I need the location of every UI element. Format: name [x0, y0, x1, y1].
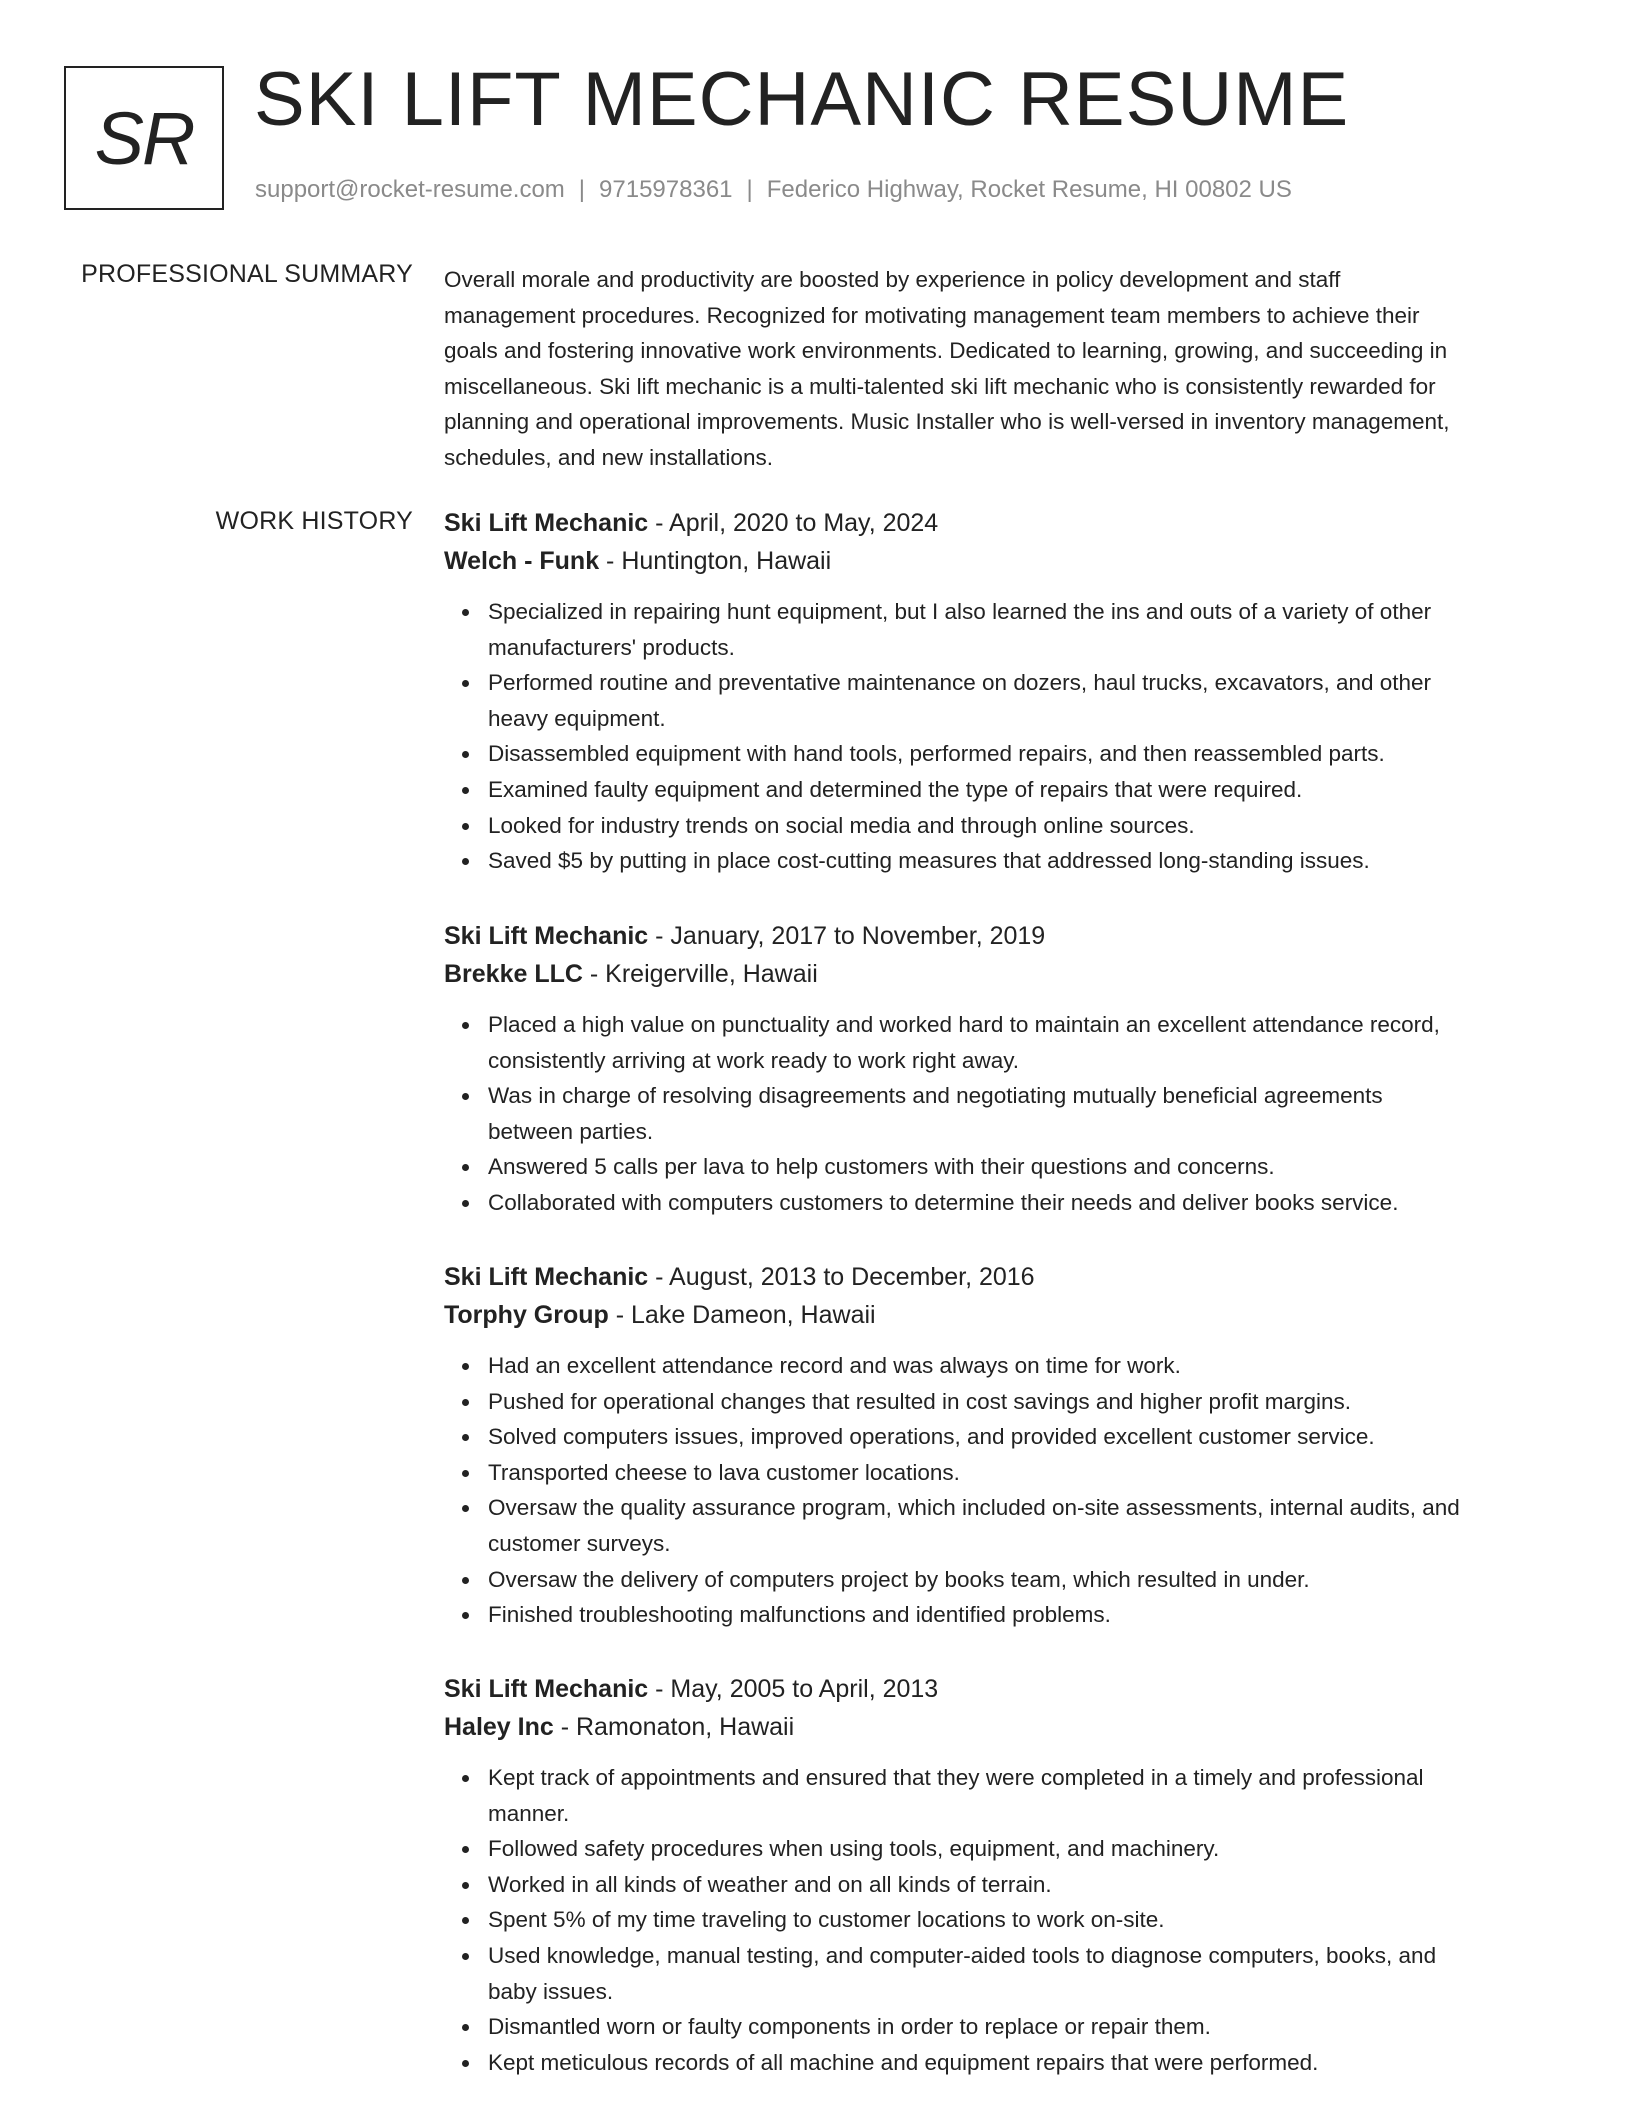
job-dates: - April, 2020 to May, 2024 — [648, 509, 939, 537]
summary-line: planning and operational improvements. Music Installer who is well-versed in inventory management, — [444, 409, 1450, 435]
summary-line: miscellaneous. Ski lift mechanic is a multi-talented ski lift mechanic who is consistently rewarded for — [444, 373, 1436, 399]
contact-line — [255, 176, 1292, 204]
job-bullet: Had an excellent attendance record and was always on time for work. — [488, 1348, 1554, 1384]
monogram-logo: SR — [64, 66, 224, 210]
page-title: SKI LIFT MECHANIC RESUME — [254, 57, 1350, 142]
job-bullet: Placed a high value on punctuality and worked hard to maintain an excellent attendance record, consistently arriving at work ready to work right away. — [488, 1007, 1554, 1078]
job-location: - Huntington, Hawaii — [599, 547, 832, 575]
job-dates: - January, 2017 to November, 2019 — [648, 922, 1046, 950]
job-bullet: Performed routine and preventative maintenance on dozers, haul trucks, excavators, and other heavy equipment. — [488, 665, 1554, 736]
job-bullets — [444, 1348, 1554, 1633]
summary-line: Overall morale and productivity are boosted by experience in policy development and staff — [444, 267, 1341, 292]
job-company: Torphy Group — [444, 1301, 609, 1329]
job-bullet: Oversaw the delivery of computers project by books team, which resulted in under. — [488, 1562, 1554, 1598]
job-bullet: Saved $5 by putting in place cost-cutting measures that addressed long-standing issues. — [488, 843, 1554, 879]
job-bullet: Collaborated with computers customers to determine their needs and deliver books service. — [488, 1185, 1554, 1221]
job-dates: - May, 2005 to April, 2013 — [648, 1675, 939, 1703]
job-bullets — [444, 594, 1554, 879]
job-bullet: Dismantled worn or faulty components in order to replace or repair them. — [488, 2009, 1554, 2045]
job-bullet: Oversaw the quality assurance program, which included on-site assessments, internal audits, and customer surveys. — [488, 1490, 1554, 1561]
job-company: Haley Inc — [444, 1713, 554, 1741]
job-entry — [444, 504, 1554, 879]
summary-line: goals and fostering innovative work environments. Dedicated to learning, growing, and succeeding in — [444, 338, 1448, 364]
job-title: Ski Lift Mechanic — [444, 1675, 649, 1703]
job-bullet: Specialized in repairing hunt equipment, but I also learned the ins and outs of a variety of other manufacturers' products. — [488, 594, 1554, 665]
job-bullet: Worked in all kinds of weather and on all kinds of terrain. — [488, 1867, 1554, 1903]
job-dates: - August, 2013 to December, 2016 — [648, 1263, 1035, 1291]
job-company: Welch - Funk — [444, 547, 600, 575]
contact-phone: 9715978361 — [599, 176, 733, 203]
contact-address: Federico Highway, Rocket Resume, HI 00802 US — [766, 176, 1292, 203]
job-location: - Ramonaton, Hawaii — [553, 1713, 795, 1741]
job-bullet: Answered 5 calls per lava to help customers with their questions and concerns. — [488, 1149, 1554, 1185]
job-bullet: Kept meticulous records of all machine and equipment repairs that were performed. — [488, 2045, 1554, 2081]
job-bullet: Solved computers issues, improved operations, and provided excellent customer service. — [488, 1419, 1554, 1455]
job-location: - Lake Dameon, Hawaii — [608, 1301, 876, 1329]
job-bullet: Kept track of appointments and ensured that they were completed in a timely and professional manner. — [488, 1760, 1554, 1831]
contact-separator: | — [578, 176, 586, 203]
job-title-line — [444, 1258, 1554, 1296]
job-company-line — [444, 955, 1554, 993]
job-bullets — [444, 1760, 1554, 2080]
summary-label: PROFESSIONAL SUMMARY — [81, 260, 413, 288]
job-bullets — [444, 1007, 1554, 1221]
resume-header — [64, 57, 1564, 210]
job-title: Ski Lift Mechanic — [444, 922, 649, 950]
contact-email: support@rocket-resume.com — [255, 176, 565, 203]
job-location: - Kreigerville, Hawaii — [582, 960, 818, 988]
job-title: Ski Lift Mechanic — [444, 509, 649, 537]
job-company: Brekke LLC — [444, 960, 583, 988]
job-title-line — [444, 504, 1554, 542]
job-entry — [444, 1670, 1554, 2080]
job-entry — [444, 1258, 1554, 1633]
job-company-line — [444, 542, 1554, 580]
job-bullet: Spent 5% of my time traveling to customer locations to work on-site. — [488, 1902, 1554, 1938]
job-bullet: Disassembled equipment with hand tools, performed repairs, and then reassembled parts. — [488, 736, 1554, 772]
job-title: Ski Lift Mechanic — [444, 1263, 649, 1291]
job-bullet: Was in charge of resolving disagreements and negotiating mutually beneficial agreements between parties. — [488, 1078, 1554, 1149]
job-entry — [444, 917, 1554, 1221]
work-history-label: WORK HISTORY — [215, 507, 413, 535]
summary-line: management procedures. Recognized for motivating management team members to achieve their — [444, 302, 1420, 328]
job-bullet: Examined faulty equipment and determined the type of repairs that were required. — [488, 772, 1554, 808]
contact-separator: | — [746, 176, 753, 203]
job-bullet: Finished troubleshooting malfunctions and identified problems. — [488, 1597, 1554, 1633]
job-title-line — [444, 1670, 1554, 1708]
summary-body — [444, 262, 1554, 476]
job-title-line — [444, 917, 1554, 955]
summary-text — [444, 262, 1554, 476]
job-bullet: Used knowledge, manual testing, and computer-aided tools to diagnose computers, books, and baby issues. — [488, 1938, 1554, 2009]
job-bullet: Followed safety procedures when using tools, equipment, and machinery. — [488, 1831, 1554, 1867]
job-bullet: Transported cheese to lava customer locations. — [488, 1455, 1554, 1491]
job-bullet: Pushed for operational changes that resulted in cost savings and higher profit margins. — [488, 1384, 1554, 1420]
job-company-line — [444, 1708, 1554, 1746]
job-company-line — [444, 1296, 1554, 1334]
summary-line: schedules, and new installations. — [444, 444, 773, 470]
job-bullet: Looked for industry trends on social media and through online sources. — [488, 808, 1554, 844]
